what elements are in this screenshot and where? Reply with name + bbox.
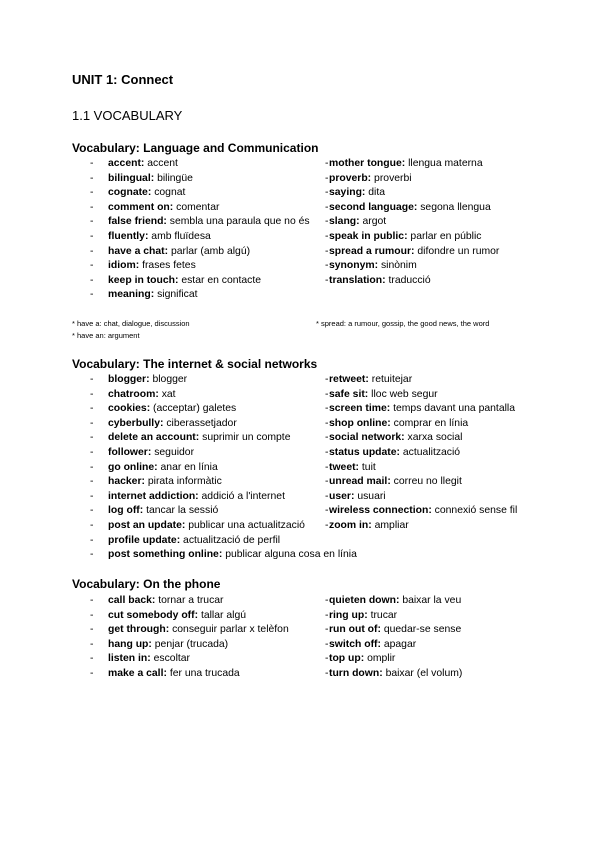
vocab-item [0,157,499,172]
vocab-term: post something online: [108,549,223,561]
vocab-definition: fer una trucada [169,667,240,679]
vocab-term: speak in public: [329,230,408,242]
vocab-definition: trucar [370,609,398,621]
vocab-definition: conseguir parlar x telèfon [172,624,289,636]
vocab-item [0,638,462,653]
vocab-definition: comentar [176,201,220,213]
vocab-definition: correu no llegit [393,476,462,488]
vocab-item [0,667,462,682]
vocab-term: screen time: [329,403,391,415]
vocab-definition: parlar (amb algú) [170,245,251,257]
vocab-item [0,245,499,260]
vocab-definition: apagar [383,638,417,650]
vocab-term: safe sit: [329,388,369,400]
vocab-definition: publicar alguna cosa en línia [225,549,357,561]
vocab-definition: accent [147,158,178,169]
vocab-term: cognate: [108,187,152,199]
vocab-term: switch off: [329,638,381,650]
vocab-term: go online: [108,461,158,473]
vocab-item [0,402,517,417]
vocab-item [0,519,517,534]
vocab-definition: tornar a trucar [158,595,224,606]
vocab-definition: parlar en públic [410,230,482,242]
vocab-definition: addició a l'internet [201,490,285,502]
section-heading-phone: Vocabulary: On the phone [72,577,221,591]
vocab-definition: frases fetes [142,260,196,272]
vocab-term: false friend: [108,216,167,228]
vocab-item [0,652,462,667]
vocab-definition: suprimir un compte [202,432,291,444]
vocab-definition: lloc web segur [371,388,438,400]
vocab-item [0,548,357,563]
vocab-list-phone-right [0,594,462,682]
vocab-term: have a chat: [108,245,169,257]
vocab-definition: quedar-se sense [383,624,462,636]
vocab-definition: baixar (el volum) [385,667,463,679]
vocab-term: mother tongue: [329,158,406,169]
vocab-definition: pirata informàtic [147,476,222,488]
vocab-item [0,288,310,303]
vocab-definition: llengua materna [408,158,483,169]
vocab-term: blogger: [108,374,150,385]
vocab-term: user: [329,490,355,502]
vocab-item [0,446,517,461]
vocab-term: hacker: [108,476,145,488]
vocab-definition: sinònim [380,260,417,272]
vocab-term: post an update: [108,519,186,531]
vocab-definition: anar en línia [160,461,218,473]
vocab-term: listen in: [108,653,151,665]
vocab-definition: tuit [361,461,376,473]
vocab-item [0,504,517,519]
vocab-definition: argot [362,216,387,228]
vocab-item [0,274,499,289]
vocab-term: turn down: [329,667,383,679]
vocab-term: internet addiction: [108,490,199,502]
vocab-item [0,215,499,230]
vocab-term: second language: [329,201,418,213]
vocab-item [0,201,499,216]
vocab-term: follower: [108,446,152,458]
vocab-item [0,594,462,609]
vocab-term: saying: [329,187,366,199]
vocab-definition: ampliar [374,519,409,531]
section-heading-language: Vocabulary: Language and Communication [72,141,319,155]
vocab-term: idiom: [108,260,140,272]
vocab-definition: segona llengua [420,201,491,213]
vocab-definition: estar en contacte [181,274,262,286]
vocab-term: log off: [108,505,144,517]
vocab-definition: amb fluïdesa [151,230,211,242]
vocab-term: hang up: [108,638,152,650]
vocab-item [0,534,357,549]
vocab-item [0,259,499,274]
vocab-term: meaning: [108,289,155,301]
vocab-term: ring up: [329,609,368,621]
vocab-definition: traducció [388,274,431,286]
vocab-term: status update: [329,446,401,458]
unit-title: UNIT 1: Connect [72,72,174,87]
vocab-term: chatroom: [108,388,159,400]
vocab-term: get through: [108,624,170,636]
vocab-definition: significat [157,289,198,301]
vocab-term: keep in touch: [108,274,179,286]
vocab-term: accent: [108,158,145,169]
vocab-definition: bilingüe [157,172,193,184]
vocab-term: translation: [329,274,386,286]
vocab-definition: publicar una actualització [188,519,305,531]
vocab-list-language-right [0,157,499,288]
vocab-term: comment on: [108,201,174,213]
vocab-definition: actualització de perfil [183,534,281,546]
vocab-term: profile update: [108,534,181,546]
vocab-item [0,461,517,476]
vocab-term: cookies: [108,403,151,415]
vocab-definition: difondre un rumor [417,245,500,257]
vocab-item [0,388,517,403]
vocab-definition: escoltar [153,653,191,665]
vocab-definition: penjar (trucada) [154,638,229,650]
vocab-term: make a call: [108,667,167,679]
vocab-term: proverb: [329,172,372,184]
vocab-definition: ciberassetjador [166,417,237,429]
vocab-term: delete an account: [108,432,200,444]
vocab-item [0,475,517,490]
vocab-definition: baixar la veu [402,595,462,606]
vocab-term: unread mail: [329,476,391,488]
vocab-definition: xarxa social [407,432,463,444]
vocab-term: quieten down: [329,595,400,606]
vocab-term: cut somebody off: [108,609,199,621]
footnote-have-an: * have an: argument [72,331,140,340]
vocab-item [0,373,517,388]
vocab-definition: blogger [152,374,188,385]
vocab-definition: temps davant una pantalla [393,403,515,415]
vocab-list-internet-right [0,373,517,534]
section-title: 1.1 VOCABULARY [72,108,183,123]
vocab-definition: (acceptar) galetes [153,403,237,415]
vocab-definition: xat [161,388,176,400]
vocab-definition: usuari [357,490,386,502]
vocab-definition: retuitejar [371,374,413,385]
vocab-term: shop online: [329,417,391,429]
vocab-item [0,623,462,638]
vocab-term: spread a rumour: [329,245,415,257]
vocab-term: synonym: [329,260,379,272]
section-heading-internet: Vocabulary: The internet & social networks [72,357,318,371]
vocab-term: call back: [108,595,156,606]
vocab-item [0,172,499,187]
vocab-definition: sembla una paraula que no és [169,216,310,228]
vocab-definition: connexió sense fil [434,505,518,517]
vocab-term: retweet: [329,374,369,385]
vocab-term: wireless connection: [329,505,432,517]
vocab-item [0,417,517,432]
footnote-have-a: * have a: chat, dialogue, discussion [72,319,190,328]
vocab-item [0,230,499,245]
vocab-definition: seguidor [154,446,195,458]
vocab-definition: proverbi [374,172,412,184]
vocab-term: fluently: [108,230,149,242]
vocab-definition: tallar algú [200,609,247,621]
vocab-term: bilingual: [108,172,155,184]
vocab-term: social network: [329,432,405,444]
vocab-term: run out of: [329,624,381,636]
vocab-term: zoom in: [329,519,372,531]
vocab-term: top up: [329,653,365,665]
vocab-term: tweet: [329,461,360,473]
vocab-term: slang: [329,216,360,228]
vocab-definition: tancar la sessió [146,505,219,517]
vocab-definition: comprar en línia [393,417,469,429]
vocab-item [0,186,499,201]
vocab-definition: omplir [367,653,396,665]
vocab-item [0,431,517,446]
vocab-term: cyberbully: [108,417,164,429]
vocab-definition: cognat [154,187,186,199]
vocab-item [0,609,462,624]
footnote-spread: * spread: a rumour, gossip, the good news, the word [316,319,490,328]
vocab-definition: dita [368,187,386,199]
vocab-definition: actualització [402,446,461,458]
vocab-item [0,490,517,505]
